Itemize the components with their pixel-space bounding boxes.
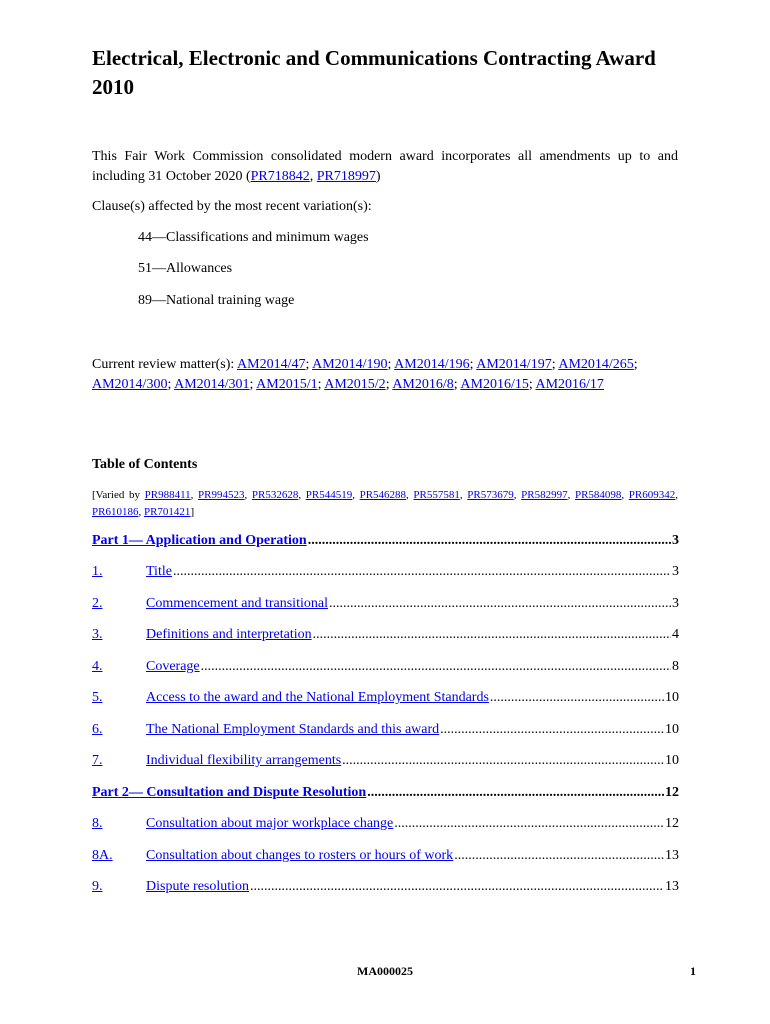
review-matter-separator: ; <box>317 377 325 392</box>
toc-leader-dots <box>250 879 664 895</box>
varied-close: ] <box>190 506 195 518</box>
variation-link[interactable]: PR544519 <box>305 489 353 501</box>
review-matter-separator: ; <box>453 377 461 392</box>
review-matter-link[interactable]: AM2014/301 <box>174 377 250 392</box>
intro-close: ) <box>375 169 381 184</box>
toc-entry-link[interactable]: Consultation about major workplace change <box>146 816 394 831</box>
review-label: Current review matter(s): <box>92 357 238 372</box>
clauses-heading: Clause(s) affected by the most recent variation(s): <box>92 199 372 214</box>
link-pr718842[interactable]: PR718842 <box>250 169 310 184</box>
varied-by <box>92 487 678 521</box>
variation-separator: , <box>352 489 360 501</box>
review-matter-separator: ; <box>551 357 559 372</box>
toc-page-number: 3 <box>672 533 679 548</box>
toc-row[interactable] <box>92 753 679 773</box>
toc-entry-link[interactable]: The National Employment Standards and this award <box>146 722 440 737</box>
toc-number[interactable]: 5. <box>92 690 103 705</box>
variation-separator: , <box>190 489 199 501</box>
review-matter-link[interactable]: AM2014/47 <box>237 357 306 372</box>
toc-number[interactable]: 8. <box>92 816 103 831</box>
variation-link[interactable]: PR532628 <box>251 489 299 501</box>
variation-separator: , <box>138 506 144 518</box>
toc-leader-dots <box>173 564 671 580</box>
toc-entry-link[interactable]: Consultation about changes to rosters or hours of work <box>146 848 454 863</box>
review-matter-separator: ; <box>633 357 638 372</box>
variation-separator: , <box>244 489 252 501</box>
document-title: Electrical, Electronic and Communications Contracting Award 2010 <box>92 46 656 99</box>
toc-number[interactable]: 6. <box>92 722 103 737</box>
variation-link[interactable]: PR988411 <box>144 489 191 501</box>
toc-title: Table of Contents <box>92 457 198 472</box>
toc-page-number: 12 <box>665 785 679 800</box>
toc-entry-link[interactable]: Part 1— Application and Operation <box>92 533 307 548</box>
review-matter-separator: ; <box>528 377 536 392</box>
toc-leader-dots <box>308 533 671 549</box>
toc-entry-link[interactable]: Part 2— Consultation and Dispute Resolution <box>92 785 367 800</box>
footer-page-number: 1 <box>690 964 696 978</box>
review-matter-link[interactable]: AM2016/8 <box>392 377 454 392</box>
toc-number[interactable]: 9. <box>92 879 103 894</box>
toc-page-number: 4 <box>672 627 679 642</box>
review-matter-link[interactable]: AM2014/196 <box>394 357 470 372</box>
review-matter-separator: ; <box>167 377 175 392</box>
review-matter-link[interactable]: AM2015/2 <box>324 377 386 392</box>
variation-separator: , <box>459 489 468 501</box>
toc-part-row[interactable] <box>92 785 679 805</box>
toc-page-number: 8 <box>672 659 679 674</box>
review-matter-separator: ; <box>249 377 257 392</box>
review-matter-link[interactable]: AM2015/1 <box>256 377 318 392</box>
toc-leader-dots <box>490 690 664 706</box>
variation-link[interactable]: PR701421 <box>143 506 191 518</box>
toc-page-number: 12 <box>665 816 679 831</box>
footer-award-id: MA000025 <box>357 964 413 978</box>
toc-page-number: 13 <box>665 848 679 863</box>
variation-separator: , <box>513 489 522 501</box>
variation-link[interactable]: PR994523 <box>198 489 245 501</box>
intro-separator: , <box>309 169 317 184</box>
toc-entry-link[interactable]: Definitions and interpretation <box>146 627 312 642</box>
variation-separator: , <box>675 489 679 501</box>
toc-page-number: 3 <box>672 564 679 579</box>
varied-label: [Varied by <box>92 489 145 501</box>
toc-row[interactable] <box>92 848 679 868</box>
review-matter-separator: ; <box>469 357 477 372</box>
toc-part-row[interactable] <box>92 533 679 553</box>
review-matter-link[interactable]: AM2016/15 <box>460 377 529 392</box>
intro-paragraph <box>92 147 678 187</box>
toc-page-number: 10 <box>665 690 679 705</box>
variation-link[interactable]: PR582997 <box>521 489 568 501</box>
toc-row[interactable] <box>92 627 679 647</box>
toc-row[interactable] <box>92 690 679 710</box>
toc-entry-link[interactable]: Access to the award and the National Employment Standards <box>146 690 489 705</box>
review-matters <box>92 355 678 395</box>
clause-item: 89—National training wage <box>138 293 295 308</box>
variation-link[interactable]: PR573679 <box>467 489 514 501</box>
variation-separator: , <box>298 489 306 501</box>
toc-leader-dots <box>440 722 664 738</box>
toc-row[interactable] <box>92 879 679 899</box>
toc-number[interactable]: 3. <box>92 627 103 642</box>
toc-number[interactable]: 2. <box>92 596 103 611</box>
toc-page-number: 13 <box>665 879 679 894</box>
toc-page-number: 10 <box>665 722 679 737</box>
review-matter-link[interactable]: AM2014/197 <box>476 357 552 372</box>
variation-link[interactable]: PR546288 <box>359 489 407 501</box>
review-matter-link[interactable]: AM2014/265 <box>558 357 634 372</box>
variation-link[interactable]: PR609342 <box>628 489 676 501</box>
toc-leader-dots <box>454 848 664 864</box>
toc-entry-link[interactable]: Dispute resolution <box>146 879 250 894</box>
toc-number[interactable]: 7. <box>92 753 103 768</box>
review-matter-separator: ; <box>305 357 313 372</box>
toc-row[interactable] <box>92 564 679 584</box>
review-matter-separator: ; <box>385 377 393 392</box>
variation-separator: , <box>406 489 414 501</box>
toc-row[interactable] <box>92 722 679 742</box>
toc-row[interactable] <box>92 596 679 616</box>
variation-link[interactable]: PR584098 <box>574 489 622 501</box>
variation-link[interactable]: PR557581 <box>413 489 460 501</box>
toc-leader-dots <box>201 659 671 675</box>
review-matter-link[interactable]: AM2016/17 <box>535 377 604 392</box>
toc-row[interactable] <box>92 816 679 836</box>
toc-page-number: 3 <box>672 596 679 611</box>
variation-link[interactable]: PR610186 <box>92 506 139 518</box>
toc-leader-dots <box>313 627 671 643</box>
toc-number[interactable]: 1. <box>92 564 103 579</box>
toc-entry-link[interactable]: Individual flexibility arrangements <box>146 753 342 768</box>
varied-links <box>92 489 678 518</box>
variation-separator: , <box>621 489 629 501</box>
toc-leader-dots <box>367 785 664 801</box>
toc-entry-link[interactable]: Coverage <box>146 659 200 674</box>
clause-item: 51—Allowances <box>138 261 233 276</box>
toc-leader-dots <box>329 596 671 612</box>
toc-leader-dots <box>342 753 664 769</box>
review-matter-link[interactable]: AM2014/190 <box>312 357 388 372</box>
toc-page-number: 10 <box>665 753 679 768</box>
link-pr718997[interactable]: PR718997 <box>316 169 376 184</box>
toc-number[interactable]: 8A. <box>92 848 113 863</box>
review-matter-separator: ; <box>387 357 395 372</box>
review-matter-link[interactable]: AM2014/300 <box>92 377 168 392</box>
variation-separator: , <box>567 489 575 501</box>
toc-entry-link[interactable]: Title <box>146 564 172 579</box>
clause-item: 44—Classifications and minimum wages <box>138 230 369 245</box>
toc-number[interactable]: 4. <box>92 659 103 674</box>
toc-entry-link[interactable]: Commencement and transitional <box>146 596 328 611</box>
intro-text: This Fair Work Commission consolidated modern award incorporates all amendments up to and including 31 October 2020 ( <box>92 149 678 184</box>
toc-row[interactable] <box>92 659 679 679</box>
toc-leader-dots <box>394 816 664 832</box>
